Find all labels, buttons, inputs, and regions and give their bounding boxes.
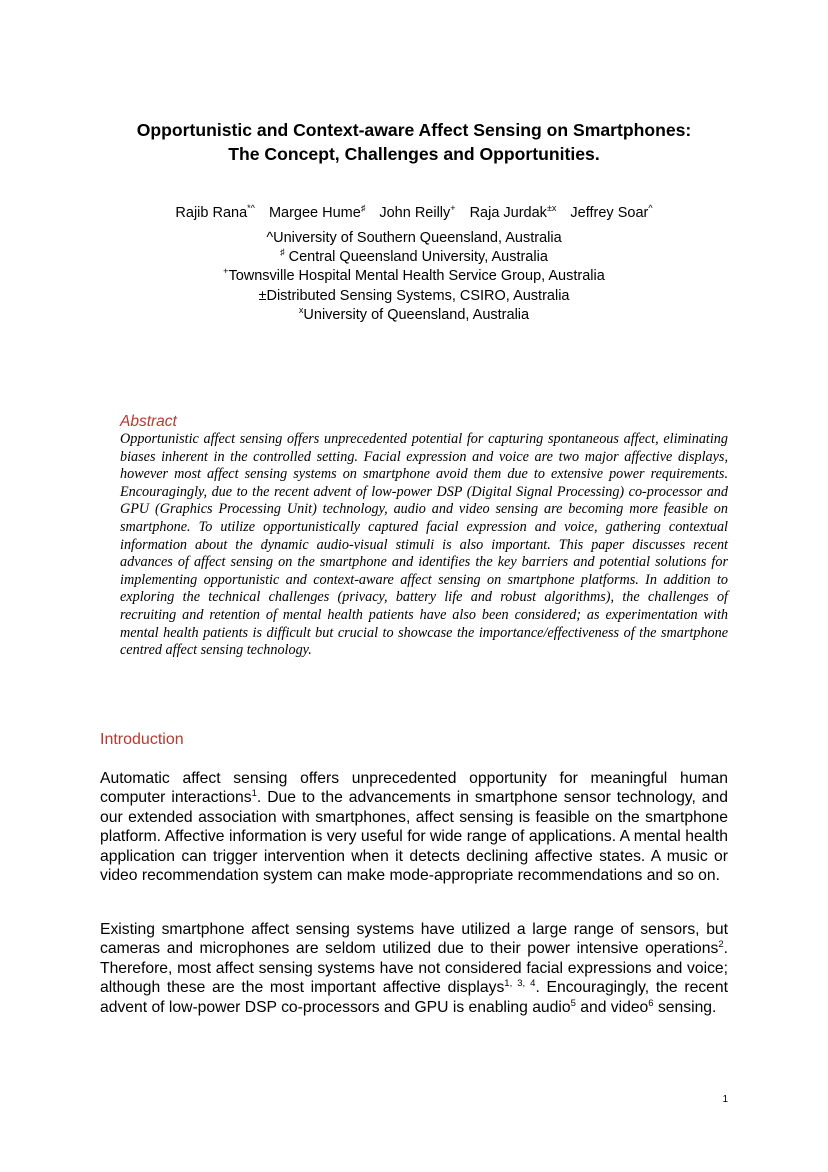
affiliation: [60, 248, 768, 267]
author: [470, 205, 557, 221]
title-line-1: Opportunistic and Context-aware Affect Sensing on Smartphones:: [136, 120, 692, 140]
introduction-paragraph-1: [100, 769, 728, 885]
citation: 1: [251, 788, 257, 800]
affiliation: [60, 287, 768, 306]
text-run: Automatic affect sensing offers unprecedented opportunity for meaningful human computer interactions: [100, 770, 728, 807]
author-name: Raja Jurdak: [469, 205, 547, 221]
text-run: and video: [575, 998, 649, 1016]
affiliation-text: ^University of Southern Queensland, Australia: [266, 230, 562, 246]
affiliation: [60, 229, 768, 248]
affiliation-text: Central Queensland University, Australia: [284, 249, 548, 266]
author-name: Jeffrey Soar: [570, 205, 649, 221]
paper-title: [60, 118, 768, 166]
affiliation: [60, 306, 768, 325]
citation: 6: [648, 997, 654, 1009]
text-run: . Therefore, most affect sensing systems have not considered facial expressions and voice; although these are the most important affective displays: [100, 940, 728, 997]
text-run: Existing smartphone affect sensing systems have utilized a large range of sensors, but cameras and microphones are seldom utilized due to their power intensive operations: [100, 921, 728, 958]
text-run: . Encouragingly, the recent advent of low-power DSP co-processors and GPU is enabling audio: [100, 979, 728, 1016]
citation: 2: [718, 939, 724, 951]
introduction-paragraph-2: [100, 920, 728, 1017]
affiliation-mark: +: [223, 266, 229, 277]
title-line-2: The Concept, Challenges and Opportunities.: [228, 144, 600, 164]
page-number: 1: [722, 1094, 728, 1105]
affiliation-list: [60, 229, 768, 325]
affiliation-text: Townsville Hospital Mental Health Service Group, Australia: [228, 268, 605, 285]
affiliation-text: ±Distributed Sensing Systems, CSIRO, Australia: [258, 287, 570, 304]
author: [269, 205, 365, 221]
abstract-body: Opportunistic affect sensing offers unprecedented potential for capturing spontaneous affect, eliminating biases inherent in the controlled setting. Facial expression and voice are two major affective displays, however most affect sensing systems on smartphone avoid them due to extensive power requirements. Encouragingly, due to the recent advent of low-power DSP (Digital Signal Processing) co-processor and GPU (Graphics Processing Unit) technology, audio and video sensing are becoming more feasible on smartphone. To utilize opportunistically captured facial expression and voice, gathering contextual information about the dynamic audio-visual stimuli is also important. This paper discusses recent advances of affect sensing on the smartphone and identifies the key barriers and potential solutions for implementing opportunistic and context-aware affect sensing on smartphone platforms. In addition to exploring the technical challenges (privacy, battery life and robust algorithms), the challenges of recruiting and retention of mental health patients have also been considered; as experimentation with mental health patients is difficult but crucial to showcase the importance/effectiveness of the smartphone centred affect sensing technology.: [120, 431, 728, 659]
text-run: sensing.: [653, 998, 717, 1016]
citation: 1, 3, 4: [504, 977, 536, 989]
author-name: John Reilly: [379, 205, 451, 221]
abstract-heading: Abstract: [120, 413, 177, 430]
citation: 5: [570, 997, 576, 1009]
affiliation-mark: ♯: [280, 247, 285, 258]
author-list: [60, 204, 768, 223]
author: [175, 205, 254, 221]
affiliation-mark: x: [298, 304, 304, 315]
author-mark: ♯: [360, 203, 366, 214]
author-name: Rajib Rana: [175, 205, 248, 221]
introduction-heading: Introduction: [100, 731, 184, 748]
author-name: Margee Hume: [268, 205, 361, 221]
affiliation: [60, 267, 768, 286]
author-mark: ±x: [546, 203, 557, 214]
affiliation-text: University of Queensland, Australia: [303, 306, 530, 323]
author: [379, 205, 455, 221]
author: [570, 205, 652, 221]
author-mark: +: [450, 203, 456, 214]
text-run: . Due to the advancements in smartphone sensor technology, and our extended association with smartphones, affect sensing is feasible on the smartphone platform. Affective information is very useful for wide range of applications. A mental health application can trigger intervention when it detects declining affective states. A music or video recommendation system can make mode-appropriate recommendations and so on.: [100, 789, 728, 885]
author-mark: *^: [247, 203, 255, 214]
author-mark: ^: [648, 203, 653, 214]
